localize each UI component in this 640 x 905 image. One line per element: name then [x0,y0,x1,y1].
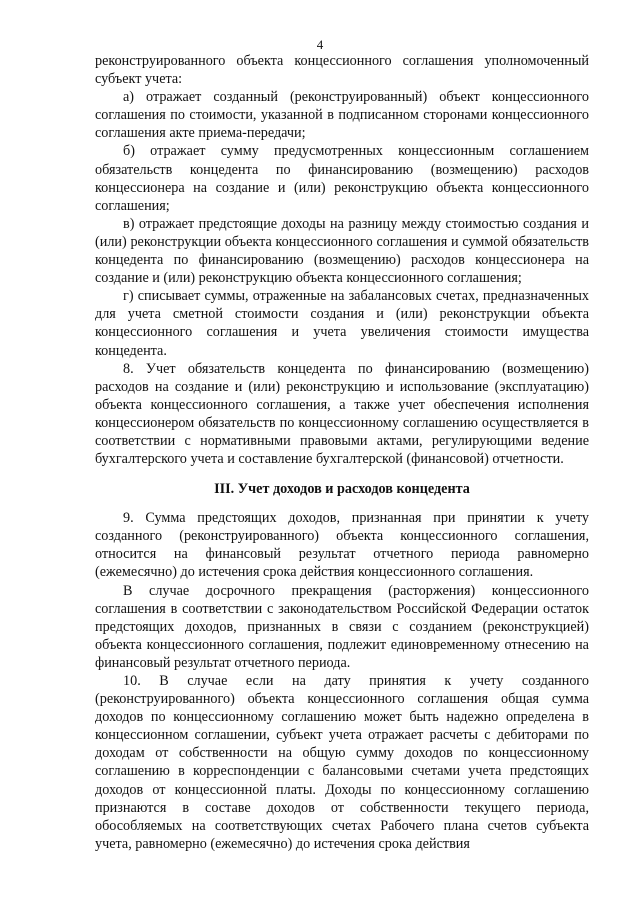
paragraph-item-g: г) списывает суммы, отраженные на забалансовых счетах, предназначенных для учета сметной стоимости создания и (или) реконструкции объекта концессионного соглашения и учета увеличения стоимости имущества концедента. [95,288,589,359]
paragraph-item-a: а) отражает созданный (реконструированный) объект концессионного соглашения по стоимости, указанной в подписанном сторонами концессионного соглашения акте приема-передачи; [95,89,589,142]
paragraph-intro-continuation: реконструированного объекта концессионного соглашения уполномоченный субъект учета: [95,53,589,88]
document-body [95,52,589,853]
paragraph-item-v: в) отражает предстоящие доходы на разницу между стоимостью создания и (или) реконструкции объекта концессионного соглашения и суммой обязательств концедента по финансированию (возмещению) расходов концессионера на создание и (или) реконструкцию объекта концессионного соглашения; [95,215,589,287]
paragraph-clause-9: 9. Сумма предстоящих доходов, признанная при принятии к учету созданного (реконструированного) объекта концессионного соглашения, относится на финансовый результат отчетного периода равномерно (ежемесячно) до истечения срока действия концессионного соглашения. [95,510,589,581]
paragraph-clause-8: 8. Учет обязательств концедента по финансированию (возмещению) расходов на создание и (или) реконструкцию и использование (эксплуатацию) объекта концессионного соглашения, а также учет обеспечения исполнения концессионером обязательств по концессионному соглашению осуществляется в соответствии с нормативными правовыми актами, регулирующими ведение бухгалтерского учета и составление бухгалтерской (финансовой) отчетности. [95,360,589,468]
paragraph-early-termination: В случае досрочного прекращения (расторжения) концессионного соглашения в соответствии с законодательством Российской Федерации остаток предстоящих доходов, признанных в связи с созданием (реконструкцией) объекта концессионного соглашения, подлежит единовременному отнесению на финансовый результат отчетного периода. [95,582,589,671]
paragraph-item-b: б) отражает сумму предусмотренных концессионным соглашением обязательств концедента по финансированию (возмещению) расходов концессионера на создание и (или) реконструкцию объекта концессионного соглашения; [95,143,589,214]
page-number: 4 [316,37,324,52]
paragraph-clause-10: 10. В случае если на дату принятия к учету созданного (реконструированного) объекта концессионного соглашения общая сумма доходов по концессионному соглашению может быть надежно определена в концессионном соглашении, субъект учета отражает расчеты с дебиторами по доходам от собственности на общую сумму доходов по концессионному соглашению в корреспонденции с балансовыми счетами учета предстоящих доходов от концессионной платы. Доходы по концессионному соглашению признаются в составе доходов от собственности текущего периода, обособляемых на соответствующих счетах Рабочего плана счетов субъекта учета, равномерно (ежемесячно) до истечения срока действия [95,673,589,852]
section-heading: III. Учет доходов и расходов концедента [214,481,470,498]
